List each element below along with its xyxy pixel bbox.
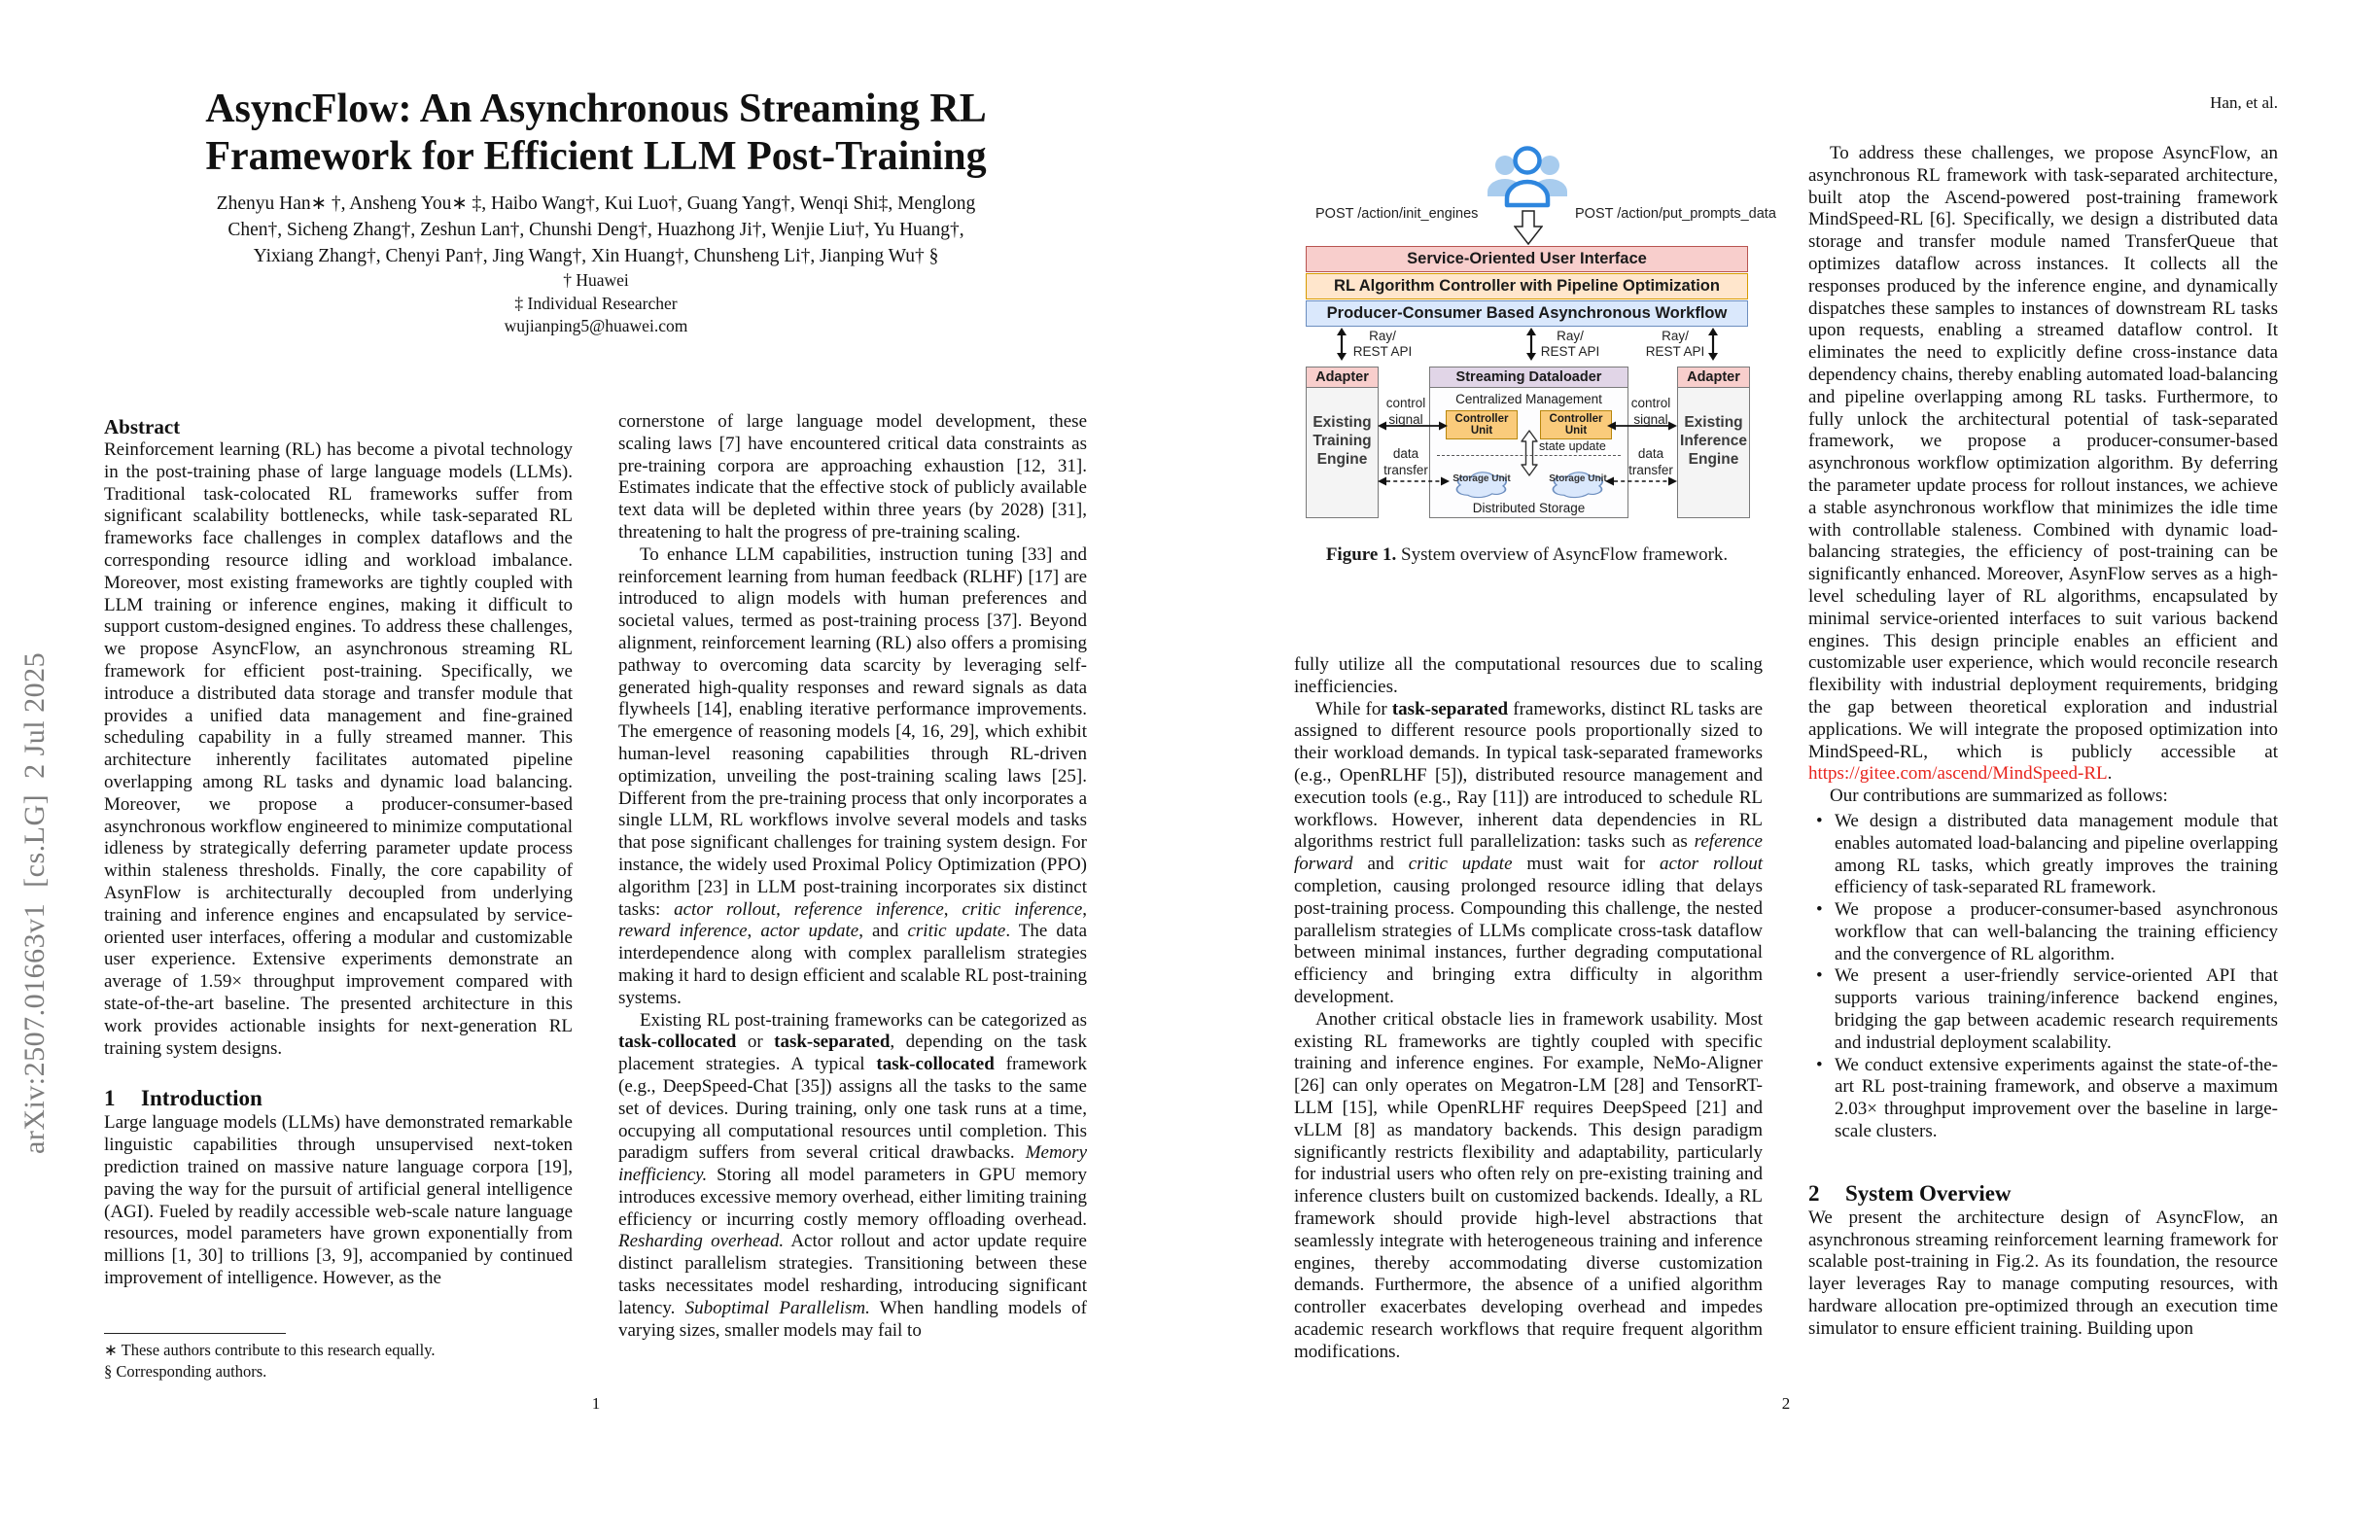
paper-title-line-2: Framework for Efficient LLM Post-Training xyxy=(205,134,987,179)
text-segment: Storing all model parameters in GPU memory introduces excessive memory overhead, either limiting training efficiency or incurring costly memory offloading overhead. xyxy=(618,1165,1087,1230)
list-item: • We conduct extensive experiments against the state-of-the-art RL post-training framework, and observe a maximum 2.03× throughput improvement over the baseline in large-scale clusters. xyxy=(1808,1055,2278,1143)
users-icon xyxy=(1486,144,1569,208)
text-segment: reference forward xyxy=(1294,831,1763,875)
ray-label-line2: REST API xyxy=(1540,344,1600,359)
adapter-training-box xyxy=(1306,367,1379,518)
text-segment: task-collocated xyxy=(618,1032,737,1053)
controller-unit-box: Controller Unit xyxy=(1446,410,1518,439)
authors-line: Yixiang Zhang†, Chenyi Pan†, Jing Wang†, Xin Huang†, Chunsheng Li†, Jianping Wu† § xyxy=(253,246,939,266)
paper-title xyxy=(104,86,1088,181)
body-paragraph xyxy=(1294,654,1763,699)
page1-column2 xyxy=(618,411,1087,1342)
text-segment: fully utilize all the computational resources due to scaling inefficiencies. xyxy=(1294,654,1763,697)
text-segment: cornerstone of large language model development, these scaling laws [7] have encountered critical data constraints as pre-training corpora are approaching exhaustion [12, 31]. Estimates indicate that the effective stock of publicly available text data will be depleted within three years (by 2028) [31], threatening to halt the progress of pre-training scaling. xyxy=(618,411,1087,542)
list-item: • We design a distributed data management module that enables automated load-balancing and pipeline overlapping among RL tasks, which greatly improves the training efficiency of task-separated RL framework. xyxy=(1808,811,2278,899)
text-segment: To address these challenges, we propose AsyncFlow, an asynchronous RL framework with task-separated architecture, built atop the Ascend-powered post-training framework MindSpeed-RL [6]. Specifically, we design a distributed data storage and transfer module named TransferQueue that optimizes dataflow across instances. It collects all the responses produced by the inference engine, and dynamically dispatches these samples to instances of downstream RL tasks upon requests, enabling a streamed dataflow control. It eliminates the need to explicitly define cross-instance data dependency chains, thereby enabling automated load-balancing and pipeline overlapping among RL tasks. Furthermore, to fully unlock the architectural potential of task-separated framework, we propose a producer-consumer-based asynchronous workflow optimization algorithm. By deferring the parameter update process for rollout instances, we achieve a stable asynchronous workflow that minimizes the idle time with controllable staleness. Combined with dynamic load-balancing strategies, the efficiency of post-training can be significantly enhanced. Moreover, AsynFlow serves as a high-level scheduling layer of RL algorithms, encapsulated by minimal service-oriented interfaces to suit various backend engines. This design principle enables an efficient and customizable user experience, which would reconcile research flexibility with industrial deployment requirements, bridging the gap between theoretical exploration and industrial applications. We will integrate the proposed optimization into MindSpeed-RL, which is publicly accessible at xyxy=(1808,143,2278,762)
distributed-storage-label: Distributed Storage xyxy=(1472,501,1586,515)
page1-column1 xyxy=(104,414,573,1290)
ray-rest-api-label xyxy=(1348,329,1417,360)
body-paragraph xyxy=(618,411,1087,544)
section-heading-system-overview xyxy=(1808,1180,2278,1208)
affiliations-block xyxy=(104,269,1088,338)
storage-unit-label: Storage Unit xyxy=(1549,473,1607,484)
list-item: • We present a user-friendly service-oriented API that supports various training/inference backend engines, bridging the gap between academic research requirements and industrial deployment scalability. xyxy=(1808,965,2278,1054)
dataloader-header: Streaming Dataloader xyxy=(1430,368,1628,388)
text-segment: actor update xyxy=(760,921,859,942)
running-header: Han, et al. xyxy=(2210,93,2278,112)
authors-block xyxy=(104,191,1088,269)
figure-1 xyxy=(1294,136,1776,583)
authors-line: Zhenyu Han∗ †, Ansheng You∗ ‡, Haibo Wang†, Kui Luo†, Guang Yang†, Wenqi Shi‡, Menglong xyxy=(216,193,976,214)
adapter-header: Adapter xyxy=(1307,368,1378,388)
text-segment: When handling models of varying sizes, smaller models may fail to xyxy=(618,1297,1087,1341)
text-segment: task-separated xyxy=(1391,698,1509,719)
text-segment: To enhance LLM capabilities, instruction tuning [33] and reinforcement learning from human feedback (RLHF) [17] are introduced to align models with human preferences and societal values, termed as post-training process [37]. Beyond alignment, reinforcement learning (RL) also offers a promising pathway to overcoming data scarcity by leveraging self-generated high-quality responses and reward signals as data flywheels [14], enabling iterative performance improvements. The emergence of reasoning models [4, 16, 29], which exhibit human-level reasoning capabilities through RL-driven optimization, unveiling the post-training scaling laws [25]. Different from the pre-training process that only incorporates a single LLM, RL workflows involve several models and tasks that pose significant challenges for training system design. For instance, the widely used Proximal Policy Optimization (PPO) algorithm [23] in LLM post-training incorporates six distinct tasks: xyxy=(618,543,1087,920)
body-paragraph xyxy=(618,1010,1087,1343)
text-segment: critic inference xyxy=(962,898,1083,920)
page2-column2 xyxy=(1808,143,2278,1341)
page2-number: 2 xyxy=(1781,1394,1791,1413)
storage-unit-cloud xyxy=(1451,468,1513,500)
existing-training-engine-label: Existing Training Engine xyxy=(1312,414,1372,468)
text-segment: frameworks, distinct RL tasks are assigned to different resource pools proportionally sized to their workload demands. In typical task-separated frameworks (e.g., OpenRLHF [5]), distributed resource management and execution tools (e.g., Ray [11]) are introduced to schedule RL workflows. However, inherent data dependencies in RL algorithms restrict full parallelization: tasks such as xyxy=(1294,698,1764,853)
affiliation-huawei: † Huawei xyxy=(563,270,629,290)
text-segment: Memory inefficiency. xyxy=(618,1142,1087,1186)
storage-unit-cloud xyxy=(1547,468,1609,500)
controller-unit-box: Controller Unit xyxy=(1540,410,1612,439)
section-number: 1 xyxy=(104,1086,116,1111)
text-segment: Actor rollout and actor update require distinct parallelism strategies. Transitioning between these tasks necessitates model resharding, introducing significant latency. xyxy=(618,1231,1087,1318)
footnote-equal-contribution: ∗ These authors contribute to this research equally. xyxy=(104,1341,436,1359)
text-segment: or xyxy=(736,1032,775,1053)
section-title: System Overview xyxy=(1845,1180,2012,1206)
text-segment: and xyxy=(1352,854,1409,875)
ray-rest-api-label xyxy=(1641,329,1709,360)
text-segment: actor rollout xyxy=(1659,854,1763,875)
ray-label-line1: Ray/ xyxy=(1369,329,1396,343)
body-paragraph xyxy=(1294,699,1763,1009)
ray-rest-api-label xyxy=(1536,329,1604,360)
body-paragraph: We present the architecture design of AsyncFlow, an asynchronous streaming reinforcement learning framework for scalable post-training in Fig.2. As its foundation, the resource layer leverages Ray to manage computing resources, with hardware allocation pre-optimized through an execution time simulator to ensure efficient training. Building upon xyxy=(1808,1207,2278,1339)
text-segment: , depending on the task placement strategies. A typical xyxy=(618,1032,1087,1075)
storage-unit-label: Storage Unit xyxy=(1452,473,1511,484)
control-signal-label: control signal xyxy=(1385,396,1426,427)
text-segment: . xyxy=(2107,763,2113,785)
data-transfer-arrow-icon xyxy=(1378,475,1450,487)
text-segment: , xyxy=(776,898,794,920)
text-segment: Resharding overhead. xyxy=(618,1231,785,1252)
section-title: Introduction xyxy=(141,1086,262,1111)
page1-number: 1 xyxy=(591,1394,601,1413)
text-segment: critic update xyxy=(1408,854,1513,875)
dataloader-divider xyxy=(1437,455,1621,456)
state-update-label: state update xyxy=(1539,439,1606,453)
text-segment: Suboptimal Parallelism. xyxy=(684,1297,870,1318)
section-number: 2 xyxy=(1808,1180,1820,1206)
text-segment: framework (e.g., DeepSpeed-Chat [35]) assigns all the tasks to the same set of devices. During training, only one task runs at a time, occupying all computational resources until completion. This paradigm suffers from several critical drawbacks. xyxy=(618,1054,1087,1164)
ray-label-line2: REST API xyxy=(1645,344,1705,359)
arxiv-watermark: arXiv:2507.01663v1 [cs.LG] 2 Jul 2025 xyxy=(18,651,51,1154)
ray-label-line1: Ray/ xyxy=(1662,329,1689,343)
abstract-paragraph: Reinforcement learning (RL) has become a pivotal technology in the post-training phase of large language models (LLMs). Traditional task-colocated RL frameworks suffer from significant scalability bottlenecks, while task-separated RL frameworks face challenges in complex dataflows and the corresponding resource idling and workload imbalance. Moreover, most existing frameworks are tightly coupled with LLM training or inference engines, making it difficult to support custom-designed engines. To address these challenges, we propose AsyncFlow, an asynchronous streaming RL framework for efficient post-training. Specifically, we introduce a distributed data storage and transfer module that provides a unified data management and fine-grained scheduling capability in a fully streamed manner. This architecture inherently facilitates automated pipeline overlapping among RL tasks and dynamic load balancing. Moreover, we propose a producer-consumer-based asynchronous workflow engineered to minimize computational idleness by strategically deferring parameter update process within staleness thresholds. Finally, the core capability of AsynFlow is architecturally decoupled from underlying training and inference engines and encapsulated by service-oriented user interfaces, offering a modular and customizable user experience. Extensive experiments demonstrate an average of 1.59× throughput improvement compared with state-of-the-art baseline. The presented architecture in this work provides actionable insights for next-generation RL training system designs. xyxy=(104,439,573,1059)
text-segment: . The data interdependence along with complex parallelism strategies making it hard to design efficient and scalable RL post-training systems. xyxy=(618,921,1088,1008)
bidirectional-arrow-icon xyxy=(1335,328,1348,361)
data-transfer-label: data transfer xyxy=(1383,446,1428,477)
data-transfer-label: data transfer xyxy=(1628,446,1673,477)
service-ui-layer: Service-Oriented User Interface xyxy=(1306,246,1748,272)
existing-inference-engine-label: Existing Inference Engine xyxy=(1680,414,1747,468)
text-segment: , xyxy=(1082,898,1088,920)
list-item: • We propose a producer-consumer-based asynchronous workflow that can well-balancing the training efficiency and the convergence of RL algorithm. xyxy=(1808,899,2278,965)
adapter-header: Adapter xyxy=(1678,368,1749,388)
text-segment: reward inference xyxy=(618,921,748,942)
paper-title-line-1: AsyncFlow: An Asynchronous Streaming RL xyxy=(205,87,987,131)
contact-email[interactable]: wujianping5@huawei.com xyxy=(504,316,688,335)
figure-caption xyxy=(1306,544,1748,566)
rl-controller-layer: RL Algorithm Controller with Pipeline Optimization xyxy=(1306,273,1748,299)
text-segment: , xyxy=(747,921,761,942)
text-segment: Another critical obstacle lies in framework usability. Most existing RL frameworks are tightly coupled with specific training and inference engines. For example, NeMo-Aligner [26] can only operates on Megatron-LM [28] and TensorRT-LLM [15], while OpenRLHF requires DeepSpeed [21] and vLLM [8] as mandatory backends. This design paradigm significantly restricts flexibility and adaptability, particularly for industrial users who often rely on pre-existing training and inference clusters built on customized backends. Ideally, a RL framework should provide high-level abstractions that seamlessly integrate with heterogeneous training and inference engines, thereby accommodating diverse customization demands. Furthermore, the absence of a unified algorithm controller exacerbates developing overhead and impedes academic research workflows that require frequent algorithm modifications. xyxy=(1294,1008,1763,1362)
body-paragraph xyxy=(1294,1009,1763,1364)
text-segment: task-separated xyxy=(774,1032,891,1053)
text-segment: reference inference xyxy=(793,898,944,920)
contributions-lead: Our contributions are summarized as follows: xyxy=(1830,786,2168,807)
figure-caption-label: Figure 1. xyxy=(1325,544,1397,565)
post-init-engines-label: POST /action/init_engines xyxy=(1315,206,1479,222)
affiliation-individual: ‡ Individual Researcher xyxy=(514,293,678,313)
ray-label-line2: REST API xyxy=(1352,344,1413,359)
state-update-arrow-icon xyxy=(1521,430,1538,476)
section-heading-introduction xyxy=(104,1085,573,1112)
centralized-management-label: Centralized Management xyxy=(1455,392,1602,406)
footnote-corresponding: § Corresponding authors. xyxy=(104,1362,267,1381)
down-arrow-icon xyxy=(1514,210,1543,245)
page2-column1 xyxy=(1294,654,1763,1364)
authors-line: Chen†, Sicheng Zhang†, Zeshun Lan†, Chunshi Deng†, Huazhong Ji†, Wenjie Liu†, Yu Huang†, xyxy=(228,220,964,240)
text-segment: , xyxy=(943,898,962,920)
post-put-prompts-label: POST /action/put_prompts_data xyxy=(1575,206,1776,222)
abstract-heading: Abstract xyxy=(104,415,181,438)
data-transfer-arrow-icon xyxy=(1605,475,1677,487)
text-segment: task-collocated xyxy=(876,1054,995,1075)
text-segment: Existing RL post-training frameworks can be categorized as xyxy=(640,1009,1087,1031)
control-signal-label: control signal xyxy=(1630,396,1671,427)
ray-label-line1: Ray/ xyxy=(1557,329,1584,343)
control-arrow-icon xyxy=(1378,420,1448,432)
adapter-inference-box xyxy=(1677,367,1750,518)
footnotes xyxy=(104,1333,573,1382)
text-segment: While for xyxy=(1315,698,1392,719)
text-segment: completion, causing prolonged resource idling that delays post-training process. Compounding this challenge, the nested parallelism strategies of LLMs complicate cross-task dataflow between minimal instances, further degrading computational efficiency and bringing extra difficulty in algorithm development. xyxy=(1294,875,1763,1007)
body-paragraph xyxy=(618,544,1087,1010)
introduction-paragraph: Large language models (LLMs) have demonstrated remarkable linguistic capabilities through unsupervised next-token prediction trained on massive nature language corpora [19], paving the way for the pursuit of artificial general intelligence (AGI). Fueled by readily accessible web-scale nature language resources, model parameters have grown exponentially from millions [1, 30] to trillions [3, 9], accompanied by continued improvement of intelligence. However, as the xyxy=(104,1112,573,1288)
mindspeed-rl-link[interactable]: https://gitee.com/ascend/MindSpeed-RL xyxy=(1808,763,2108,785)
footnote-rule xyxy=(104,1333,286,1334)
text-segment: must wait for xyxy=(1512,854,1660,875)
text-segment: actor rollout xyxy=(674,898,777,920)
text-segment: critic update xyxy=(907,921,1006,942)
streaming-dataloader-box xyxy=(1429,367,1628,518)
control-arrow-icon xyxy=(1607,420,1677,432)
text-segment: , and xyxy=(858,921,908,942)
contributions-list xyxy=(1808,811,2278,1143)
async-workflow-layer: Producer-Consumer Based Asynchronous Workflow xyxy=(1306,300,1748,327)
figure-caption-text: System overview of AsyncFlow framework. xyxy=(1396,544,1729,565)
body-paragraph xyxy=(1808,143,2278,786)
